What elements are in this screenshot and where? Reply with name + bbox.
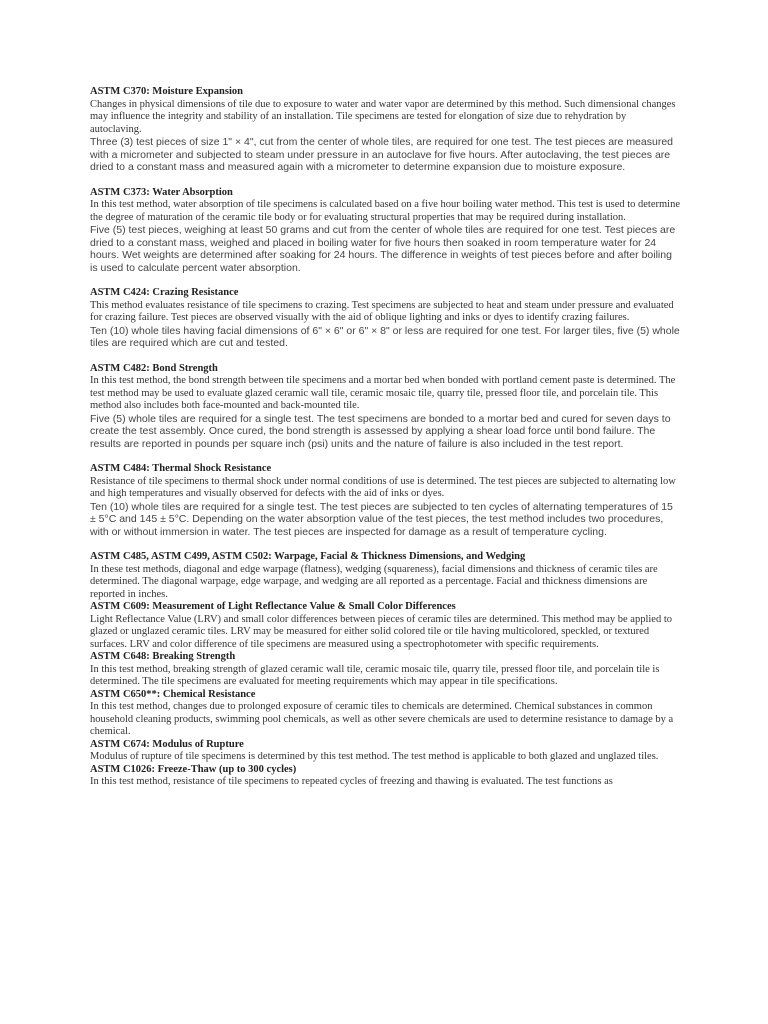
section-procedure: Ten (10) whole tiles having facial dimensions of 6" × 6" or 6" × 8" or less are required for one test. For larger tiles, five (5) whole tiles are required which are cut and tested. xyxy=(90,324,680,349)
section-procedure: Ten (10) whole tiles are required for a single test. The test pieces are subjected to ten cycles of alternating temperatures of 15 ± 5°C and 145 ± 5°C. Depending on the water absorption value of the test pieces, the test method includes two procedures, with or without immersion in water. The test pieces are inspected for damage as a result of temperature cycling. xyxy=(90,500,673,538)
section-description: Modulus of rupture of tile specimens is determined by this test method. The test method is applicable to both glazed and unglazed tiles. xyxy=(90,751,659,762)
section-c370 xyxy=(90,86,680,174)
section-c674 xyxy=(90,739,680,764)
section-c485-c499-c502 xyxy=(90,551,680,601)
section-description: In this test method, the bond strength between tile specimens and a mortar bed when bonded with portland cement paste is determined. The test method may be used to evaluate glazed ceramic wall tile, ceramic mosaic tile, quarry tile, pressed floor tile, and porcelain tile. This method also includes both face-mounted and back-mounted tile. xyxy=(90,375,676,411)
section-heading: ASTM C424: Crazing Resistance xyxy=(90,287,239,298)
section-description: This method evaluates resistance of tile specimens to crazing. Test specimens are subjected to heat and steam under pressure and evaluated for crazing failure. Test pieces are observed visually with the aid of oblique lighting and inks or dyes to identify crazing failures. xyxy=(90,299,674,323)
section-description: In this test method, changes due to prolonged exposure of ceramic tiles to chemicals are determined. Chemical substances in common household cleaning products, swimming pool chemicals, as well as other severe chemicals are used to determine resistance to damage by a chemical. xyxy=(90,701,674,737)
section-description: In this test method, water absorption of tile specimens is calculated based on a five hour boiling water method. This test is used to determine the degree of maturation of the ceramic tile body or for evaluating structural properties that may be required during installation. xyxy=(90,199,680,223)
section-heading: ASTM C482: Bond Strength xyxy=(90,362,218,374)
section-c482 xyxy=(90,363,680,451)
section-description: Light Reflectance Value (LRV) and small color differences between pieces of ceramic tiles are determined. This method may be applied to glazed or unglazed ceramic tiles. LRV may be measured for either solid colored tile or tile having multicolored, speckled, or textured surfaces. LRV and color difference of tile specimens are measured using a spectrophotometer with specific requirements. xyxy=(90,613,672,650)
section-c648 xyxy=(90,651,680,689)
section-heading: ASTM C484: Thermal Shock Resistance xyxy=(90,463,272,474)
section-description: In these test methods, diagonal and edge warpage (flatness), wedging (squareness), facial dimensions and thickness of ceramic tiles are determined. The diagonal warpage, edge warpage, and wedging are all reported as a percentage. Facial and thickness dimensions are reported in inches. xyxy=(90,563,658,600)
section-heading: ASTM C609: Measurement of Light Reflectance Value & Small Color Differences xyxy=(90,601,456,612)
section-procedure: Three (3) test pieces of size 1" × 4", cut from the center of whole tiles, are required for one test. The test pieces are measured with a micrometer and subjected to steam under pressure in an autoclave for five hours. After autoclaving, the test pieces are dried to a constant mass and measured again with a micrometer to determine expansion due to moisture exposure. xyxy=(90,136,674,173)
section-heading: ASTM C650**: Chemical Resistance xyxy=(90,688,256,700)
section-procedure: Five (5) whole tiles are required for a single test. The test specimens are bonded to a mortar bed and cured for seven days to create the test assembly. Once cured, the bond strength is assessed by applying a shear load force until bond failure. The results are reported in pounds per square inch (psi) units and the nature of failure is also included in the test report. xyxy=(90,412,671,450)
section-c373 xyxy=(90,187,680,275)
section-description: In this test method, resistance of tile specimens to repeated cycles of freezing and thawing is evaluated. The test functions as xyxy=(90,776,613,787)
section-c650 xyxy=(90,689,680,739)
section-heading: ASTM C648: Breaking Strength xyxy=(90,651,236,662)
section-c609 xyxy=(90,601,680,651)
section-heading: ASTM C1026: Freeze-Thaw (up to 300 cycles) xyxy=(90,763,297,775)
section-heading: ASTM C373: Water Absorption xyxy=(90,186,233,198)
section-description: Resistance of tile specimens to thermal shock under normal conditions of use is determined. The test pieces are subjected to alternating low and high temperatures and visually observed for defects with the aid of inks or dyes. xyxy=(90,475,676,499)
section-heading: ASTM C485, ASTM C499, ASTM C502: Warpage, Facial & Thickness Dimensions, and Wedging xyxy=(90,551,526,562)
section-heading: ASTM C370: Moisture Expansion xyxy=(90,86,243,97)
section-description: In this test method, breaking strength of glazed ceramic wall tile, ceramic mosaic tile, quarry tile, pressed floor tile, and porcelain tile is determined. The tile specimens are evaluated for meeting requirements which may appear in tile specifications. xyxy=(90,663,660,687)
section-heading: ASTM C674: Modulus of Rupture xyxy=(90,738,244,750)
section-c484 xyxy=(90,463,680,538)
section-description: Changes in physical dimensions of tile due to exposure to water and water vapor are determined by this method. Such dimensional changes may influence the integrity and stability of an installation. Tile specimens are tested for elongation of size due to rehydration by autoclaving. xyxy=(90,98,676,135)
section-c424 xyxy=(90,287,680,350)
document-page xyxy=(90,86,680,789)
section-procedure: Five (5) test pieces, weighing at least 50 grams and cut from the center of whole tiles are required for one test. Test pieces are dried to a constant mass, weighed and placed in boiling water for five hours then soaked in room temperature water for 24 hours. Wet weights are determined after soaking for 24 hours. The difference in weights of test pieces before and after boiling is used to calculate percent water absorption. xyxy=(90,224,676,274)
section-c1026 xyxy=(90,764,680,789)
